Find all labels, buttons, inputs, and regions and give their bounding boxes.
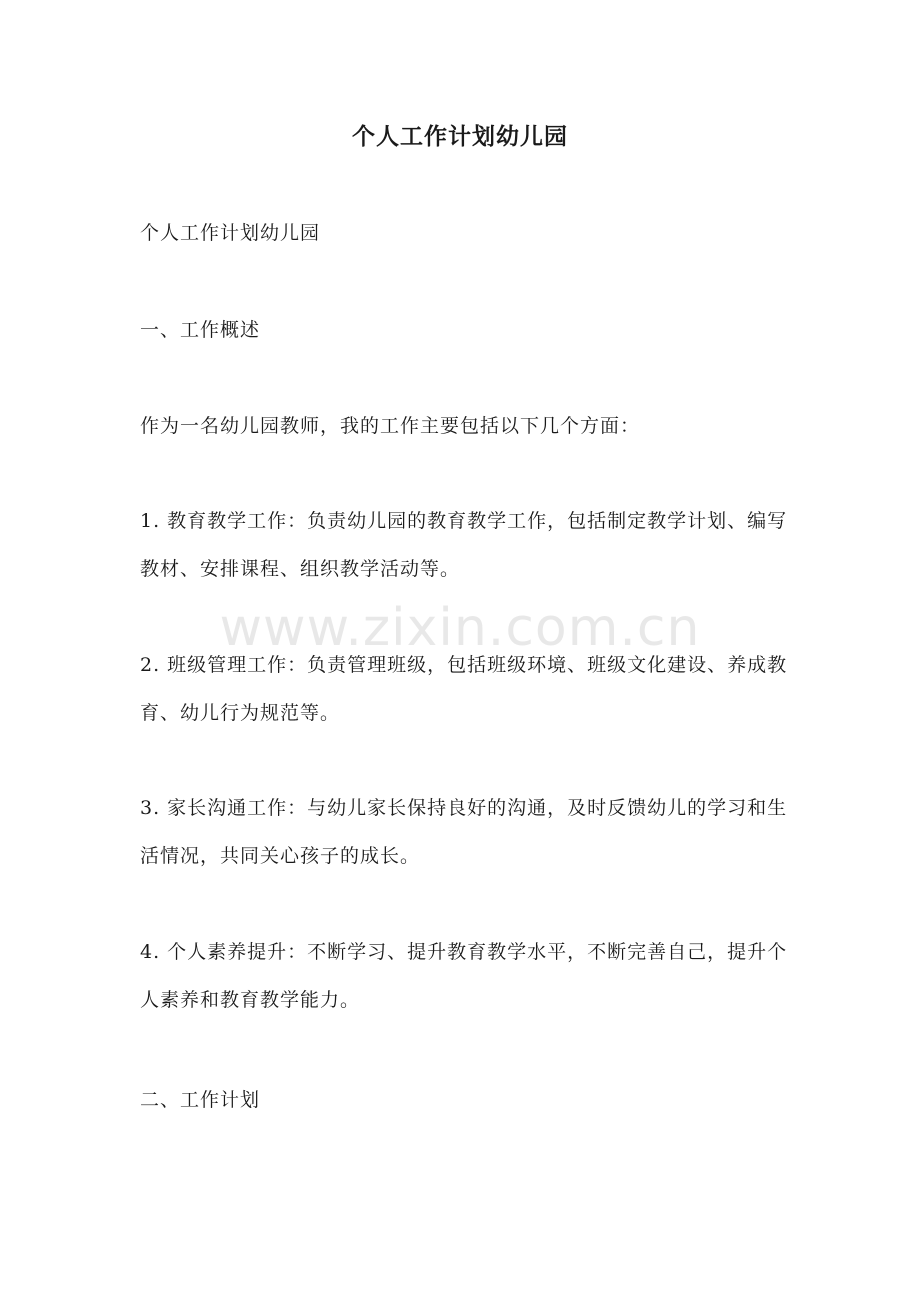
list-item-self-improvement: 4. 个人素养提升：不断学习、提升教育教学水平，不断完善自己，提升个人素养和教育教学能力。 xyxy=(140,941,788,1011)
list-item-parent-communication: 3. 家长沟通工作：与幼儿家长保持良好的沟通，及时反馈幼儿的学习和生活情况，共同关心孩子的成长。 xyxy=(140,797,788,867)
section-heading-plan: 二、工作计划 xyxy=(140,1089,261,1111)
section-heading-overview: 一、工作概述 xyxy=(140,319,261,341)
list-item-teaching: 1. 教育教学工作：负责幼儿园的教育教学工作，包括制定教学计划、编写教材、安排课程、组织教学活动等。 xyxy=(140,510,788,580)
list-item-class-management: 2. 班级管理工作：负责管理班级，包括班级环境、班级文化建设、养成教育、幼儿行为规范等。 xyxy=(140,654,788,724)
paragraph-subtitle: 个人工作计划幼儿园 xyxy=(140,222,321,244)
paragraph-intro: 作为一名幼儿园教师，我的工作主要包括以下几个方面： xyxy=(140,415,641,437)
document-title: 个人工作计划幼儿园 xyxy=(352,123,568,150)
watermark: www.zixin.com.cn xyxy=(219,598,701,658)
